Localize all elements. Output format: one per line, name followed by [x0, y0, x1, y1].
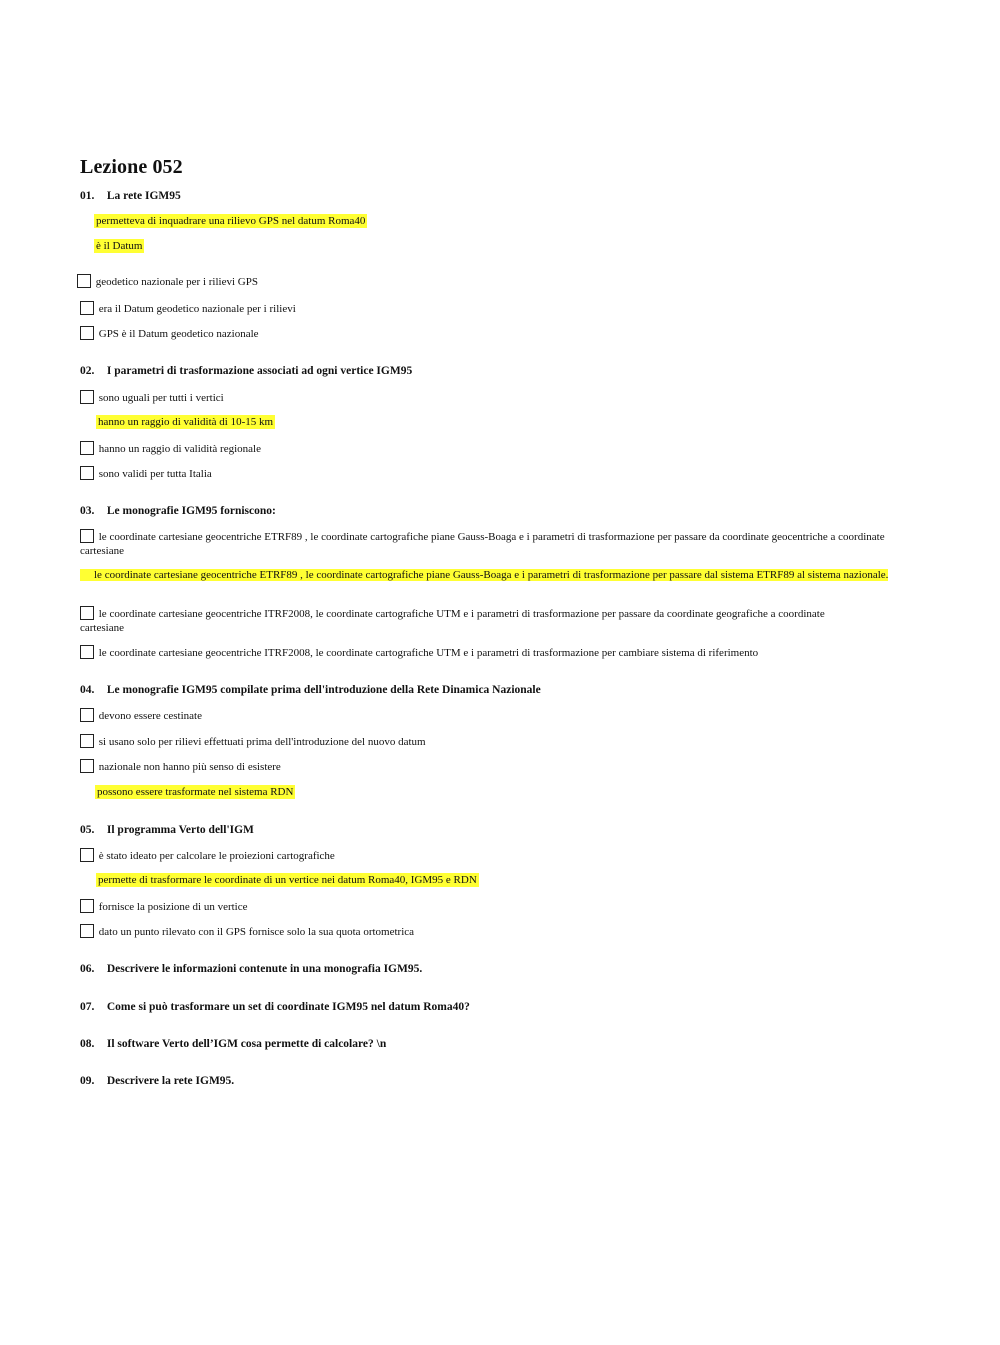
question-text: Il software Verto dell’IGM cosa permette di calcolare? \n [106, 1038, 387, 1050]
answer-text: le coordinate cartesiane geocentriche ITRF2008, le coordinate cartografiche UTM e i parametri di trasformazione per cambiare sistema di riferimento [98, 647, 759, 659]
answer-text-highlighted: le coordinate cartesiane geocentriche ETRF89 , le coordinate cartografiche piane Gauss-Boaga e i parametri di trasformazione per passare dal sistema ETRF89 al sistema nazionale. [80, 569, 888, 581]
question-05 [80, 824, 254, 836]
checkbox[interactable] [80, 390, 94, 404]
answer-text-highlighted: permetteva di inquadrare una rilievo GPS nel datum Roma40 [96, 215, 366, 227]
answer-option [80, 734, 426, 749]
answer-option [80, 326, 259, 341]
answer-correct [96, 415, 275, 429]
answer-correct [95, 785, 295, 799]
checkbox[interactable] [80, 899, 94, 913]
question-number: 07. [80, 1001, 95, 1013]
answer-option [80, 645, 758, 660]
checkbox[interactable] [80, 606, 94, 620]
question-text: Le monografie IGM95 forniscono: [106, 505, 276, 517]
answer-correct [96, 873, 479, 887]
question-number: 01. [80, 190, 95, 202]
answer-correct [94, 214, 367, 228]
answer-text: nazionale non hanno più senso di esistere [98, 761, 281, 773]
question-06 [80, 963, 422, 975]
answer-text-highlighted: è il Datum [96, 240, 143, 252]
lesson-title: Lezione 052 [80, 156, 183, 178]
answer-option [80, 708, 202, 723]
answer-text: devono essere cestinate [98, 710, 202, 722]
answer-correct [80, 568, 920, 582]
answer-text: hanno un raggio di validità regionale [98, 443, 261, 455]
answer-text-highlighted: possono essere trasformate nel sistema RDN [97, 786, 294, 798]
question-number: 08. [80, 1038, 95, 1050]
question-text: Il programma Verto dell'IGM [106, 824, 254, 836]
checkbox[interactable] [80, 645, 94, 659]
answer-option [77, 274, 258, 289]
question-text: La rete IGM95 [106, 190, 181, 202]
checkbox[interactable] [80, 759, 94, 773]
answer-option [80, 924, 414, 939]
answer-text-highlighted: hanno un raggio di validità di 10-15 km [98, 416, 274, 428]
answer-text: fornisce la posizione di un vertice [98, 901, 248, 913]
answer-text: era il Datum geodetico nazionale per i rilievi [98, 303, 296, 315]
answer-text: è stato ideato per calcolare le proiezioni cartografiche [98, 850, 335, 862]
answer-option [80, 441, 261, 456]
checkbox[interactable] [80, 466, 94, 480]
checkbox[interactable] [80, 924, 94, 938]
question-number: 05. [80, 824, 95, 836]
answer-correct [94, 239, 144, 253]
checkbox[interactable] [80, 734, 94, 748]
checkbox[interactable] [80, 708, 94, 722]
answer-text: sono uguali per tutti i vertici [98, 392, 224, 404]
question-number: 04. [80, 684, 95, 696]
question-04 [80, 684, 541, 696]
question-text: Descrivere la rete IGM95. [106, 1075, 235, 1087]
answer-text: le coordinate cartesiane geocentriche ETRF89 , le coordinate cartografiche piane Gauss-Boaga e i parametri di trasformazione per passare da coordinate geocentriche a coordinate cartesiane [80, 531, 885, 557]
question-09 [80, 1075, 234, 1087]
answer-text-highlighted: permette di trasformare le coordinate di un vertice nei datum Roma40, IGM95 e RDN [98, 874, 477, 886]
checkbox[interactable] [80, 441, 94, 455]
answer-option [80, 759, 281, 774]
answer-text: geodetico nazionale per i rilievi GPS [95, 276, 258, 288]
checkbox[interactable] [77, 274, 91, 288]
answer-text: sono validi per tutta Italia [98, 468, 212, 480]
answer-option [80, 529, 910, 558]
checkbox[interactable] [80, 848, 94, 862]
answer-option [80, 899, 248, 914]
checkbox[interactable] [80, 301, 94, 315]
question-number: 03. [80, 505, 95, 517]
answer-text: dato un punto rilevato con il GPS fornisce solo la sua quota ortometrica [98, 926, 415, 938]
question-number: 09. [80, 1075, 95, 1087]
answer-option [80, 466, 212, 481]
question-01 [80, 190, 181, 202]
question-07 [80, 1001, 470, 1013]
answer-option [80, 848, 335, 863]
answer-option [80, 301, 296, 316]
answer-option [80, 390, 224, 405]
answer-text: GPS è il Datum geodetico nazionale [98, 328, 259, 340]
question-03 [80, 505, 276, 517]
question-text: Le monografie IGM95 compilate prima dell'introduzione della Rete Dinamica Nazionale [106, 684, 541, 696]
answer-option [80, 606, 860, 635]
question-08 [80, 1038, 386, 1050]
question-number: 06. [80, 963, 95, 975]
answer-text: si usano solo per rilievi effettuati prima dell'introduzione del nuovo datum [98, 736, 426, 748]
question-text: Come si può trasformare un set di coordinate IGM95 nel datum Roma40? [106, 1001, 470, 1013]
answer-text: le coordinate cartesiane geocentriche ITRF2008, le coordinate cartografiche UTM e i parametri di trasformazione per passare da coordinate geografiche a coordinate cartesiane [80, 608, 825, 634]
question-number: 02. [80, 365, 95, 377]
checkbox[interactable] [80, 529, 94, 543]
question-text: Descrivere le informazioni contenute in una monografia IGM95. [106, 963, 423, 975]
checkbox[interactable] [80, 326, 94, 340]
question-text: I parametri di trasformazione associati ad ogni vertice IGM95 [106, 365, 413, 377]
question-02 [80, 365, 412, 377]
